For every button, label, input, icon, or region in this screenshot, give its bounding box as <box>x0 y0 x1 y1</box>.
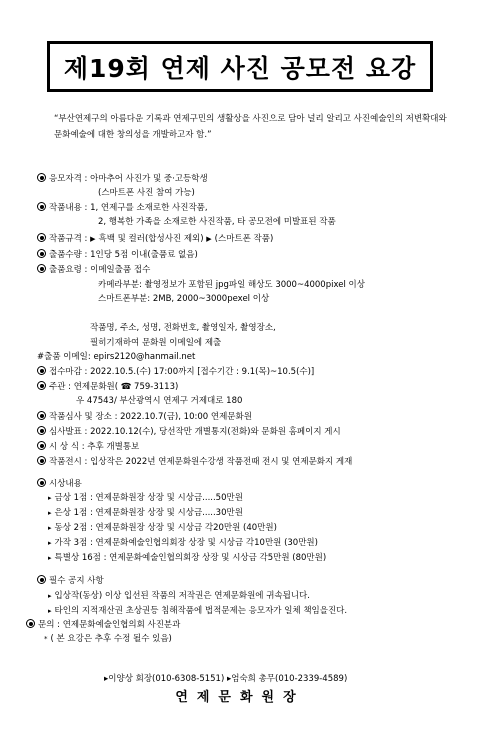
organization-name: 연제문화원장 <box>175 690 305 705</box>
award-item: ▸ 은상 1점 : 연제문화원장 상장 및 시상금.....30만원 <box>48 508 243 518</box>
email-line: #출품 이메일: epirs2120@hanmail.net <box>37 352 196 362</box>
ceremony-line: 시 상 식 : 추후 개별통보 <box>37 441 139 453</box>
triangle-right-icon: ▸ <box>48 509 52 517</box>
triangle-right-icon: ▸ <box>48 494 52 502</box>
page-title: 제19회 연제 사진 공모전 요강 <box>63 53 417 83</box>
intro-text: “부산연제구의 아름다운 기록과 연제구민의 생활상을 사진으로 담아 널리 알리고 사진예술인의 저변확대와 문화예술에 대한 창의성을 개발하고자 함.” <box>54 114 447 140</box>
eligibility-line: 응모자격 : 아마추어 사진가 및 중·고등학생 <box>37 173 208 185</box>
spec-line: 작품규격 : ▶ 흑백 및 컬러(합성사진 제외) ▶ (스마트폰 작품) <box>37 233 273 245</box>
bullet-icon <box>37 426 46 435</box>
notice-header: 필수 공지 사항 <box>37 575 104 587</box>
bullet-icon <box>37 381 46 390</box>
content-line-2: 2, 행복한 가족을 소재로한 사진작품, 타 공모전에 미발표된 작품 <box>98 217 336 227</box>
bullet-icon <box>37 249 46 258</box>
bullet-icon <box>37 411 46 420</box>
notice-item: ▸ 입상작(동상) 이상 입선된 작품의 저작권은 연제문화원에 귀속됩니다. <box>48 591 310 601</box>
eligibility-note: (스마트폰 사진 참여 가능) <box>98 188 195 198</box>
method-line: 출품요령 : 이메일출품 접수 <box>37 264 150 276</box>
required-info-1: 작품명, 주소, 성명, 전화번호, 촬영일자, 촬영장소, <box>90 323 276 333</box>
triangle-right-icon: ▸ <box>48 592 52 600</box>
triangle-right-icon: ▸ <box>48 539 52 547</box>
judging-line: 작품심사 및 장소 : 2022.10.7(금), 10:00 연제문화원 <box>37 411 252 423</box>
quantity-line: 출품수량 : 1인당 5점 이내(출품료 없음) <box>37 249 198 261</box>
required-info-2: 필히기재하여 문화원 이메일에 제출 <box>90 338 222 348</box>
bullet-icon <box>26 619 35 628</box>
award-item: ▸ 가작 3점 : 연제문화예술인협의회장 상장 및 시상금 각10만원 (30만원) <box>48 538 318 548</box>
footer-contact: ▸이양상 회장(010-6308-5151) ▸엄숙희 총무(010-2339-4589) <box>104 674 348 684</box>
camera-spec: 카메라부분: 촬영정보가 포함된 jpg파일 해상도 3000~4000pixel 이상 <box>98 280 365 290</box>
smartphone-spec: 스마트폰부분: 2MB, 2000~3000pexel 이상 <box>98 294 270 304</box>
bullet-icon <box>37 173 46 182</box>
bullet-icon <box>37 233 46 242</box>
award-item: ▸ 특별상 16점 : 연제문화예술인협의회장 상장 및 시상금 각5만원 (80만원) <box>48 553 327 563</box>
triangle-right-icon: ▶ <box>90 235 96 243</box>
bullet-icon <box>37 575 46 584</box>
bullet-icon <box>37 202 46 211</box>
triangle-right-icon: ▶ <box>206 235 212 243</box>
triangle-right-icon: ▸ <box>48 524 52 532</box>
triangle-right-icon: ▸ <box>48 607 52 615</box>
award-item: ▸ 금상 1점 : 연제문화원장 상장 및 시상금.....50만원 <box>48 493 243 503</box>
announcement-line: 심사발표 : 2022.10.12(수), 당선작만 개별통지(전화)와 문화원 홈페이지 게시 <box>37 426 341 438</box>
bullet-icon <box>37 456 46 465</box>
deadline-line: 접수마감 : 2022.10.5.(수) 17:00까지 [접수기간 : 9.1(목)~10.5(수)] <box>37 366 314 378</box>
bullet-icon <box>37 478 46 487</box>
inquiry-line: 문의 : 연제문화예술인협의회 사진분과 <box>26 619 180 631</box>
content-line-1: 작품내용 : 1, 연제구를 소재로한 사진작품, <box>37 202 208 214</box>
email-link[interactable]: epirs2120@hanmail.net <box>93 352 196 362</box>
notice-item: ▸ 타인의 지적재산권 초상권등 침해작품에 법적문제는 응모자가 일체 책임을진다. <box>48 606 348 616</box>
bullet-icon <box>37 264 46 273</box>
award-item: ▸ 동상 2점 : 연제문화원장 상장 및 시상금 각20만원 (40만원) <box>48 523 277 533</box>
address-line: 우 47543/ 부산광역시 연제구 거제대로 180 <box>76 396 243 406</box>
asterisk-icon: * <box>44 635 48 643</box>
exhibition-line: 작품전시 : 입상작은 2022년 연제문화원수강생 작품전때 전시 및 연제문화지 게재 <box>37 456 352 468</box>
revision-note: * ( 본 요강은 추후 수정 될수 있음) <box>44 634 172 644</box>
awards-header: 시상내용 <box>37 478 82 490</box>
bullet-icon <box>37 441 46 450</box>
title-box <box>47 41 433 92</box>
triangle-right-icon: ▸ <box>48 554 52 562</box>
bullet-icon <box>37 366 46 375</box>
host-line: 주관 : 연제문화원( ☎ 759-3113) <box>37 381 178 393</box>
